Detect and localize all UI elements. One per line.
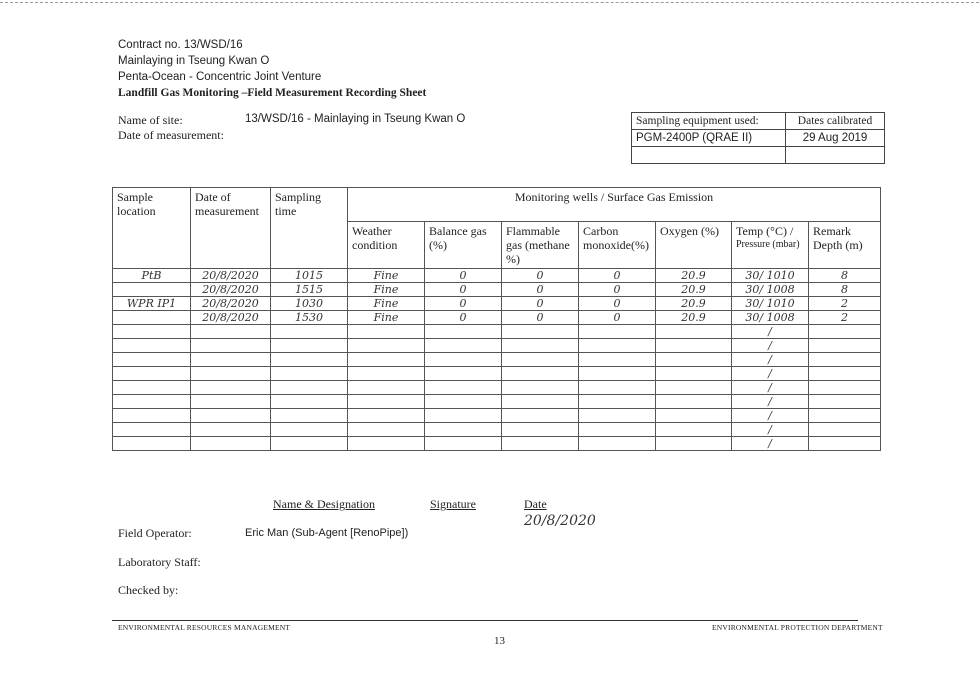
- cell-flammable-gas: [502, 353, 579, 367]
- cell-temp-pressure: /: [732, 339, 809, 353]
- cell-weather: [348, 437, 425, 451]
- cell-date: [191, 353, 271, 367]
- cell-sample-location: [113, 283, 191, 297]
- checked-by-label: Checked by:: [118, 583, 179, 597]
- cell-time: [271, 325, 348, 339]
- cell-oxygen: [656, 437, 732, 451]
- header-monitoring-group: Monitoring wells / Surface Gas Emission: [348, 188, 881, 222]
- cell-oxygen: [656, 325, 732, 339]
- cell-balance-gas: [425, 409, 502, 423]
- cell-sample-location: [113, 381, 191, 395]
- cell-flammable-gas: [502, 395, 579, 409]
- date-header: Date: [524, 497, 547, 511]
- footer-rule: [112, 620, 858, 621]
- equipment-row: [632, 147, 885, 164]
- site-label-block: [118, 113, 224, 143]
- cell-weather: [348, 381, 425, 395]
- cell-carbon-monoxide: [579, 381, 656, 395]
- cell-balance-gas: [425, 325, 502, 339]
- calibration-date: [786, 147, 885, 164]
- cell-remark-depth: [809, 381, 881, 395]
- header-date-of-measurement: Date of measurement: [191, 188, 271, 269]
- cell-carbon-monoxide: [579, 437, 656, 451]
- cell-remark-depth: [809, 409, 881, 423]
- cell-balance-gas: [425, 339, 502, 353]
- cell-temp-pressure: 30/ 1008: [732, 283, 809, 297]
- cell-balance-gas: [425, 381, 502, 395]
- cell-flammable-gas: [502, 325, 579, 339]
- cell-time: [271, 353, 348, 367]
- cell-oxygen: [656, 367, 732, 381]
- cell-flammable-gas: [502, 339, 579, 353]
- header-sampling-time: Sampling time: [271, 188, 348, 269]
- cell-weather: [348, 409, 425, 423]
- cell-oxygen: [656, 409, 732, 423]
- cell-date: [191, 339, 271, 353]
- cell-sample-location: [113, 367, 191, 381]
- cell-carbon-monoxide: 0: [579, 269, 656, 283]
- cell-time: [271, 395, 348, 409]
- cell-flammable-gas: [502, 367, 579, 381]
- cell-sample-location: [113, 339, 191, 353]
- cell-flammable-gas: 0: [502, 311, 579, 325]
- cell-date: [191, 325, 271, 339]
- cell-balance-gas: 0: [425, 311, 502, 325]
- cell-flammable-gas: [502, 409, 579, 423]
- header-flammable-gas: Flammable gas (methane %): [502, 222, 579, 269]
- table-body: [113, 269, 881, 451]
- calibrated-col-header: Dates calibrated: [786, 113, 885, 130]
- measurement-date-label: Date of measurement:: [118, 128, 224, 142]
- header-remark-depth: Remark Depth (m): [809, 222, 881, 269]
- cell-weather: [348, 353, 425, 367]
- cell-carbon-monoxide: [579, 423, 656, 437]
- cell-date: [191, 423, 271, 437]
- cell-carbon-monoxide: 0: [579, 283, 656, 297]
- equipment-name: PGM-2400P (QRAE II): [632, 130, 786, 147]
- cell-weather: Fine: [348, 297, 425, 311]
- equipment-name: [632, 147, 786, 164]
- equipment-header-row: [632, 113, 885, 130]
- cell-balance-gas: 0: [425, 269, 502, 283]
- cell-sample-location: WPR IP1: [113, 297, 191, 311]
- laboratory-staff-label: Laboratory Staff:: [118, 555, 201, 569]
- contractor-name: Penta-Ocean - Concentric Joint Venture: [118, 71, 322, 83]
- header-temp-pressure: [732, 222, 809, 269]
- header-oxygen: Oxygen (%): [656, 222, 732, 269]
- cell-temp-pressure: 30/ 1010: [732, 269, 809, 283]
- table-row: [113, 269, 881, 283]
- cell-sample-location: [113, 353, 191, 367]
- cell-remark-depth: [809, 353, 881, 367]
- cell-weather: [348, 339, 425, 353]
- cell-date: [191, 367, 271, 381]
- cell-date: [191, 381, 271, 395]
- cell-time: [271, 367, 348, 381]
- field-operator-date: 20/8/2020: [524, 513, 596, 529]
- cell-temp-pressure: /: [732, 367, 809, 381]
- cell-carbon-monoxide: [579, 395, 656, 409]
- cell-remark-depth: [809, 395, 881, 409]
- table-row: [113, 367, 881, 381]
- cell-temp-pressure: 30/ 1010: [732, 297, 809, 311]
- cell-time: 1515: [271, 283, 348, 297]
- cell-carbon-monoxide: 0: [579, 297, 656, 311]
- cell-remark-depth: 2: [809, 311, 881, 325]
- site-name-value: 13/WSD/16 - Mainlaying in Tseung Kwan O: [245, 113, 466, 125]
- cell-weather: [348, 423, 425, 437]
- cell-weather: Fine: [348, 269, 425, 283]
- cell-carbon-monoxide: [579, 339, 656, 353]
- cell-oxygen: 20.9: [656, 297, 732, 311]
- cell-oxygen: [656, 381, 732, 395]
- cell-temp-pressure: /: [732, 409, 809, 423]
- cell-flammable-gas: 0: [502, 283, 579, 297]
- cell-remark-depth: [809, 437, 881, 451]
- table-header-row-1: [113, 188, 881, 222]
- table-row: [113, 353, 881, 367]
- table-row: [113, 381, 881, 395]
- cell-date: 20/8/2020: [191, 283, 271, 297]
- cell-sample-location: PtB: [113, 269, 191, 283]
- cell-remark-depth: [809, 367, 881, 381]
- cell-sample-location: [113, 423, 191, 437]
- field-operator-name: Eric Man (Sub-Agent [RenoPipe]): [245, 527, 409, 539]
- document-header: [118, 37, 426, 101]
- cell-time: [271, 409, 348, 423]
- scan-top-edge: [0, 2, 979, 4]
- cell-temp-pressure: /: [732, 395, 809, 409]
- equipment-row: [632, 130, 885, 147]
- cell-temp-pressure: /: [732, 437, 809, 451]
- sheet-title: Landfill Gas Monitoring –Field Measurement Recording Sheet: [118, 87, 427, 99]
- cell-time: 1030: [271, 297, 348, 311]
- name-designation-header: Name & Designation: [273, 497, 375, 511]
- cell-temp-pressure: /: [732, 423, 809, 437]
- cell-oxygen: [656, 423, 732, 437]
- cell-weather: [348, 395, 425, 409]
- cell-flammable-gas: 0: [502, 297, 579, 311]
- header-temp: Temp (°C) /: [736, 224, 794, 238]
- cell-carbon-monoxide: [579, 367, 656, 381]
- table-row: [113, 395, 881, 409]
- table-row: [113, 339, 881, 353]
- cell-balance-gas: [425, 367, 502, 381]
- cell-remark-depth: 8: [809, 269, 881, 283]
- cell-sample-location: [113, 395, 191, 409]
- contract-number: Contract no. 13/WSD/16: [118, 39, 243, 51]
- site-name-label: Name of site:: [118, 113, 183, 127]
- cell-balance-gas: 0: [425, 283, 502, 297]
- header-carbon-monoxide: Carbon monoxide(%): [579, 222, 656, 269]
- cell-weather: [348, 325, 425, 339]
- cell-weather: [348, 367, 425, 381]
- cell-oxygen: 20.9: [656, 269, 732, 283]
- cell-temp-pressure: /: [732, 381, 809, 395]
- page-number: 13: [494, 635, 505, 647]
- cell-balance-gas: 0: [425, 297, 502, 311]
- cell-date: 20/8/2020: [191, 311, 271, 325]
- cell-oxygen: [656, 395, 732, 409]
- cell-temp-pressure: 30/ 1008: [732, 311, 809, 325]
- header-balance-gas: Balance gas (%): [425, 222, 502, 269]
- cell-remark-depth: 2: [809, 297, 881, 311]
- cell-flammable-gas: [502, 423, 579, 437]
- cell-oxygen: 20.9: [656, 283, 732, 297]
- cell-sample-location: [113, 409, 191, 423]
- cell-time: [271, 339, 348, 353]
- cell-remark-depth: [809, 339, 881, 353]
- table-row: [113, 311, 881, 325]
- calibration-date: 29 Aug 2019: [786, 130, 885, 147]
- cell-sample-location: [113, 437, 191, 451]
- cell-flammable-gas: [502, 437, 579, 451]
- field-operator-label: Field Operator:: [118, 526, 192, 540]
- cell-date: 20/8/2020: [191, 269, 271, 283]
- cell-flammable-gas: 0: [502, 269, 579, 283]
- cell-carbon-monoxide: 0: [579, 311, 656, 325]
- table-row: [113, 409, 881, 423]
- project-name: Mainlaying in Tseung Kwan O: [118, 55, 270, 67]
- cell-remark-depth: [809, 325, 881, 339]
- table-row: [113, 325, 881, 339]
- cell-carbon-monoxide: [579, 409, 656, 423]
- cell-flammable-gas: [502, 381, 579, 395]
- cell-date: 20/8/2020: [191, 297, 271, 311]
- table-row: [113, 437, 881, 451]
- cell-time: [271, 423, 348, 437]
- footer-right: ENVIRONMENTAL PROTECTION DEPARTMENT: [712, 623, 883, 632]
- cell-oxygen: [656, 339, 732, 353]
- cell-time: [271, 437, 348, 451]
- header-sample-location: Sample location: [113, 188, 191, 269]
- cell-oxygen: 20.9: [656, 311, 732, 325]
- cell-remark-depth: [809, 423, 881, 437]
- cell-sample-location: [113, 325, 191, 339]
- table-row: [113, 423, 881, 437]
- cell-balance-gas: [425, 395, 502, 409]
- cell-date: [191, 395, 271, 409]
- cell-balance-gas: [425, 353, 502, 367]
- header-pressure: Pressure (mbar): [736, 239, 800, 250]
- cell-weather: Fine: [348, 283, 425, 297]
- cell-balance-gas: [425, 423, 502, 437]
- equipment-table: [631, 112, 885, 164]
- cell-balance-gas: [425, 437, 502, 451]
- cell-date: [191, 409, 271, 423]
- equipment-col-header: Sampling equipment used:: [632, 113, 786, 130]
- table-row: [113, 297, 881, 311]
- cell-remark-depth: 8: [809, 283, 881, 297]
- cell-sample-location: [113, 311, 191, 325]
- footer-left: ENVIRONMENTAL RESOURCES MANAGEMENT: [118, 623, 291, 632]
- measurement-table: [112, 187, 881, 451]
- cell-time: [271, 381, 348, 395]
- table-row: [113, 283, 881, 297]
- cell-temp-pressure: /: [732, 353, 809, 367]
- cell-time: 1530: [271, 311, 348, 325]
- cell-time: 1015: [271, 269, 348, 283]
- header-weather: Weather condition: [348, 222, 425, 269]
- cell-temp-pressure: /: [732, 325, 809, 339]
- cell-oxygen: [656, 353, 732, 367]
- cell-date: [191, 437, 271, 451]
- cell-carbon-monoxide: [579, 325, 656, 339]
- cell-carbon-monoxide: [579, 353, 656, 367]
- cell-weather: Fine: [348, 311, 425, 325]
- signature-header: Signature: [430, 497, 476, 511]
